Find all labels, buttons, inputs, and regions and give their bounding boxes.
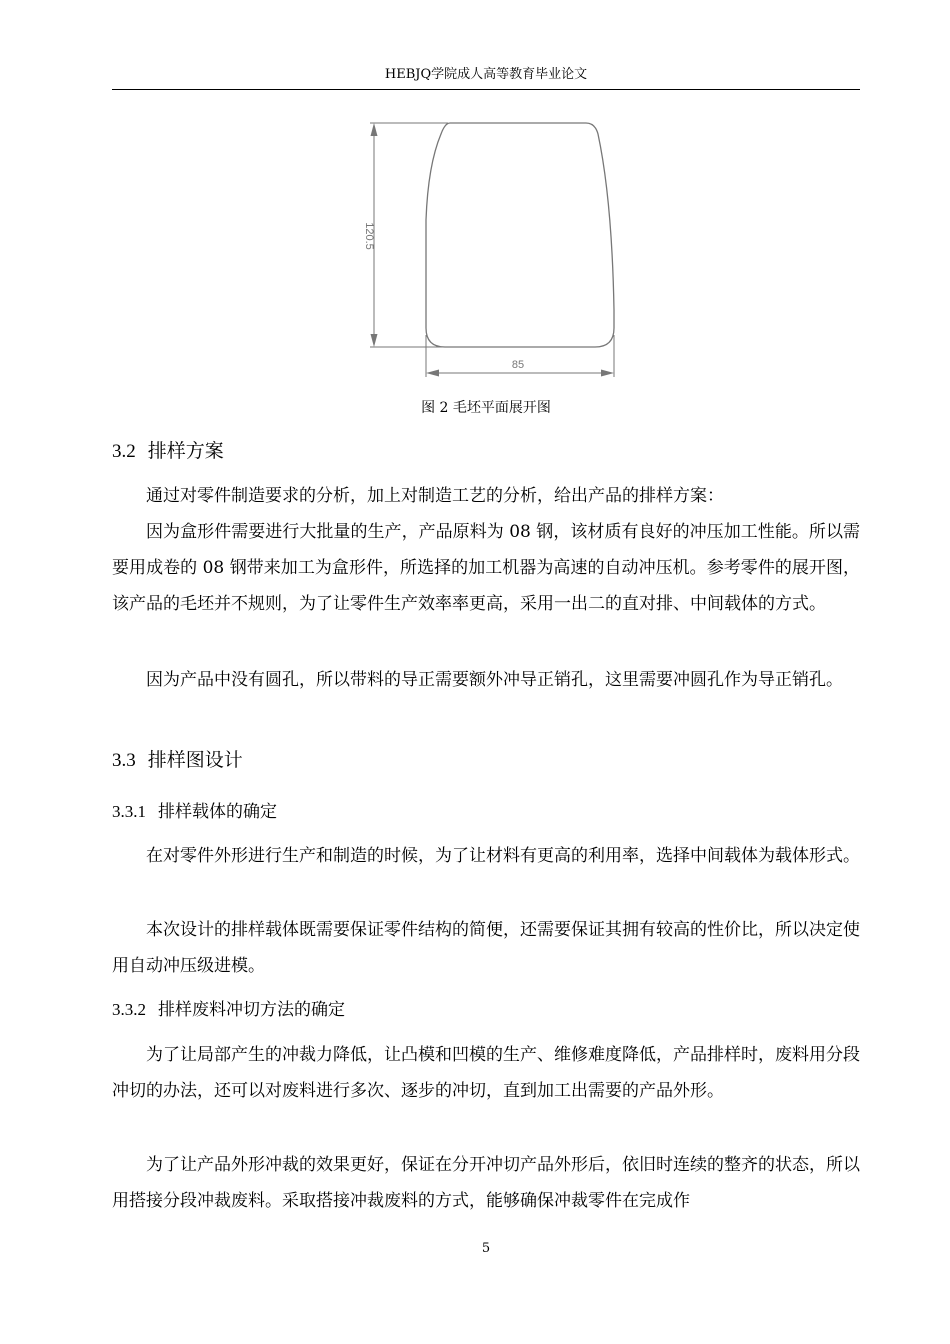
paragraph: 为了让产品外形冲裁的效果更好，保证在分开冲切产品外形后，依旧时连续的整齐的状态，所以用搭接分段冲裁废料。采取搭接冲裁废料的方式，能够确保冲裁零件在完成作 bbox=[112, 1155, 860, 1211]
blank-outline bbox=[426, 123, 614, 347]
height-dimension-label: 120.5 bbox=[363, 222, 375, 250]
section-3-2-heading bbox=[112, 438, 224, 465]
header-rule bbox=[112, 89, 860, 90]
width-dimension-label: 85 bbox=[511, 359, 525, 371]
section-title: 排样图设计 bbox=[147, 749, 243, 771]
running-header: HEBJQ学院成人高等教育毕业论文 bbox=[384, 67, 588, 82]
section-title: 排样载体的确定 bbox=[158, 802, 277, 822]
section-title: 排样方案 bbox=[147, 440, 224, 462]
paragraph: 在对零件外形进行生产和制造的时候，为了让材料有更高的利用率，选择中间载体为载体形式。 bbox=[146, 846, 860, 866]
width-arrow-left bbox=[426, 370, 439, 377]
page-number: 5 bbox=[481, 1241, 491, 1256]
paragraph: 通过对零件制造要求的分析，加上对制造工艺的分析，给出产品的排样方案： bbox=[146, 486, 724, 506]
paragraph: 为了让局部产生的冲裁力降低，让凸模和凹模的生产、维修难度降低，产品排样时，废料用分段冲切的办法，还可以对废料进行多次、逐步的冲切，直到加工出需要的产品外形。 bbox=[112, 1045, 860, 1101]
section-number: 3.3 bbox=[112, 750, 136, 771]
width-arrow-right bbox=[601, 370, 614, 377]
paragraph: 因为盒形件需要进行大批量的生产，产品原料为 08 钢，该材质有良好的冲压加工性能。所以需要用成卷的 08 钢带来加工为盒形件，所选择的加工机器为高速的自动冲压机。参考零件的展开图，该产品的毛坯并不规则，为了让零件生产效率率更高，采用一出二的直对排、中间载体的方式。 bbox=[112, 522, 861, 614]
section-3-3-2-heading bbox=[112, 997, 345, 1023]
section-3-3-1-heading bbox=[112, 799, 277, 825]
height-arrow-top bbox=[371, 123, 378, 136]
section-title: 排样废料冲切方法的确定 bbox=[158, 1000, 345, 1020]
figure-caption: 图 2 毛坯平面展开图 bbox=[421, 400, 551, 416]
height-arrow-bottom bbox=[371, 334, 378, 347]
section-number: 3.3.2 bbox=[112, 1000, 146, 1019]
paragraph: 因为产品中没有圆孔，所以带料的导正需要额外冲导正销孔，这里需要冲圆孔作为导正销孔。 bbox=[146, 670, 843, 690]
blank-outline-drawing bbox=[350, 110, 630, 385]
section-number: 3.2 bbox=[112, 441, 136, 462]
section-number: 3.3.1 bbox=[112, 802, 146, 821]
paragraph: 本次设计的排样载体既需要保证零件结构的简便，还需要保证其拥有较高的性价比，所以决定使用自动冲压级进模。 bbox=[112, 920, 860, 976]
blank-development-figure bbox=[350, 110, 630, 385]
section-3-3-heading bbox=[112, 747, 243, 774]
